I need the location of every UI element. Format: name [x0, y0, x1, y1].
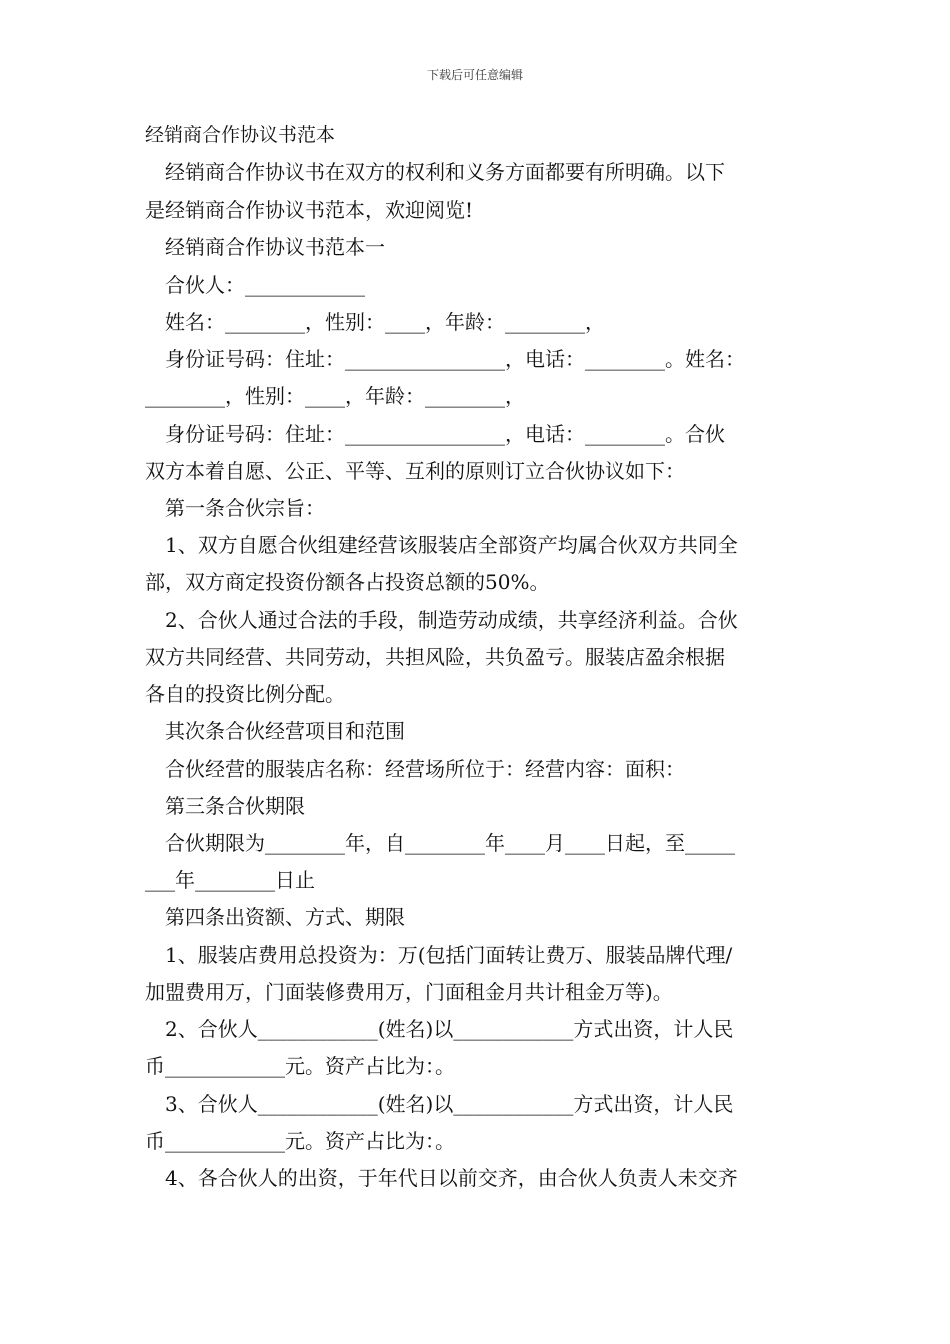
paragraph-line: 合伙经营的服装店名称：经营场所位于：经营内容：面积：	[145, 757, 685, 781]
paragraph-line: 姓名：________，性别：____，年龄：________，	[145, 310, 605, 334]
paragraph-line: 经销商合作协议书在双方的权利和义务方面都要有所明确。以下	[145, 160, 725, 184]
article-heading: 其次条合伙经营项目和范围	[145, 719, 405, 743]
page-header-note: 下载后可任意编辑	[426, 68, 523, 82]
paragraph-line: 币____________元。资产占比为：。	[145, 1129, 455, 1153]
section-heading: 经销商合作协议书范本一	[145, 235, 385, 259]
paragraph-line: 4、各合伙人的出资，于年代日以前交齐，由合伙人负责人未交齐	[145, 1166, 738, 1190]
paragraph-line: ________，性别：____，年龄：________，	[145, 384, 525, 408]
paragraph-line: 各自的投资比例分配。	[145, 682, 345, 706]
article-heading: 第四条出资额、方式、期限	[145, 905, 405, 929]
paragraph-line: 2、合伙人____________(姓名)以____________方式出资，计人民	[145, 1017, 734, 1041]
document-title: 经销商合作协议书范本	[145, 124, 336, 146]
paragraph-line: 币____________元。资产占比为：。	[145, 1054, 455, 1078]
paragraph-line: 1、双方自愿合伙组建经营该服装店全部资产均属合伙双方共同全	[145, 533, 738, 557]
paragraph-line: ___年________日止	[145, 868, 315, 892]
paragraph-line: 身份证号码：住址：________________，电话：________。姓名：	[145, 347, 745, 371]
paragraph-line: 双方共同经营、共同劳动，共担风险，共负盈亏。服装店盈余根据	[145, 645, 725, 669]
paragraph-line: 合伙人：____________	[145, 273, 365, 297]
paragraph-line: 合伙期限为________年，自________年____月____日起，至_____	[145, 831, 735, 855]
paragraph-line: 是经销商合作协议书范本，欢迎阅览!	[145, 198, 474, 222]
paragraph-line: 1、服装店费用总投资为：万(包括门面转让费万、服装品牌代理/	[145, 943, 733, 967]
article-heading: 第三条合伙期限	[145, 794, 305, 818]
paragraph-line: 部，双方商定投资份额各占投资总额的50%。	[145, 570, 550, 594]
paragraph-line: 身份证号码：住址：________________，电话：________。合伙	[145, 422, 725, 446]
paragraph-line: 加盟费用万，门面装修费用万，门面租金月共计租金万等)。	[145, 980, 673, 1004]
paragraph-line: 2、合伙人通过合法的手段，制造劳动成绩，共享经济利益。合伙	[145, 608, 738, 632]
article-heading: 第一条合伙宗旨：	[145, 496, 325, 520]
paragraph-line: 3、合伙人____________(姓名)以____________方式出资，计人民	[145, 1092, 734, 1116]
paragraph-line: 双方本着自愿、公正、平等、互利的原则订立合伙协议如下：	[145, 459, 685, 483]
